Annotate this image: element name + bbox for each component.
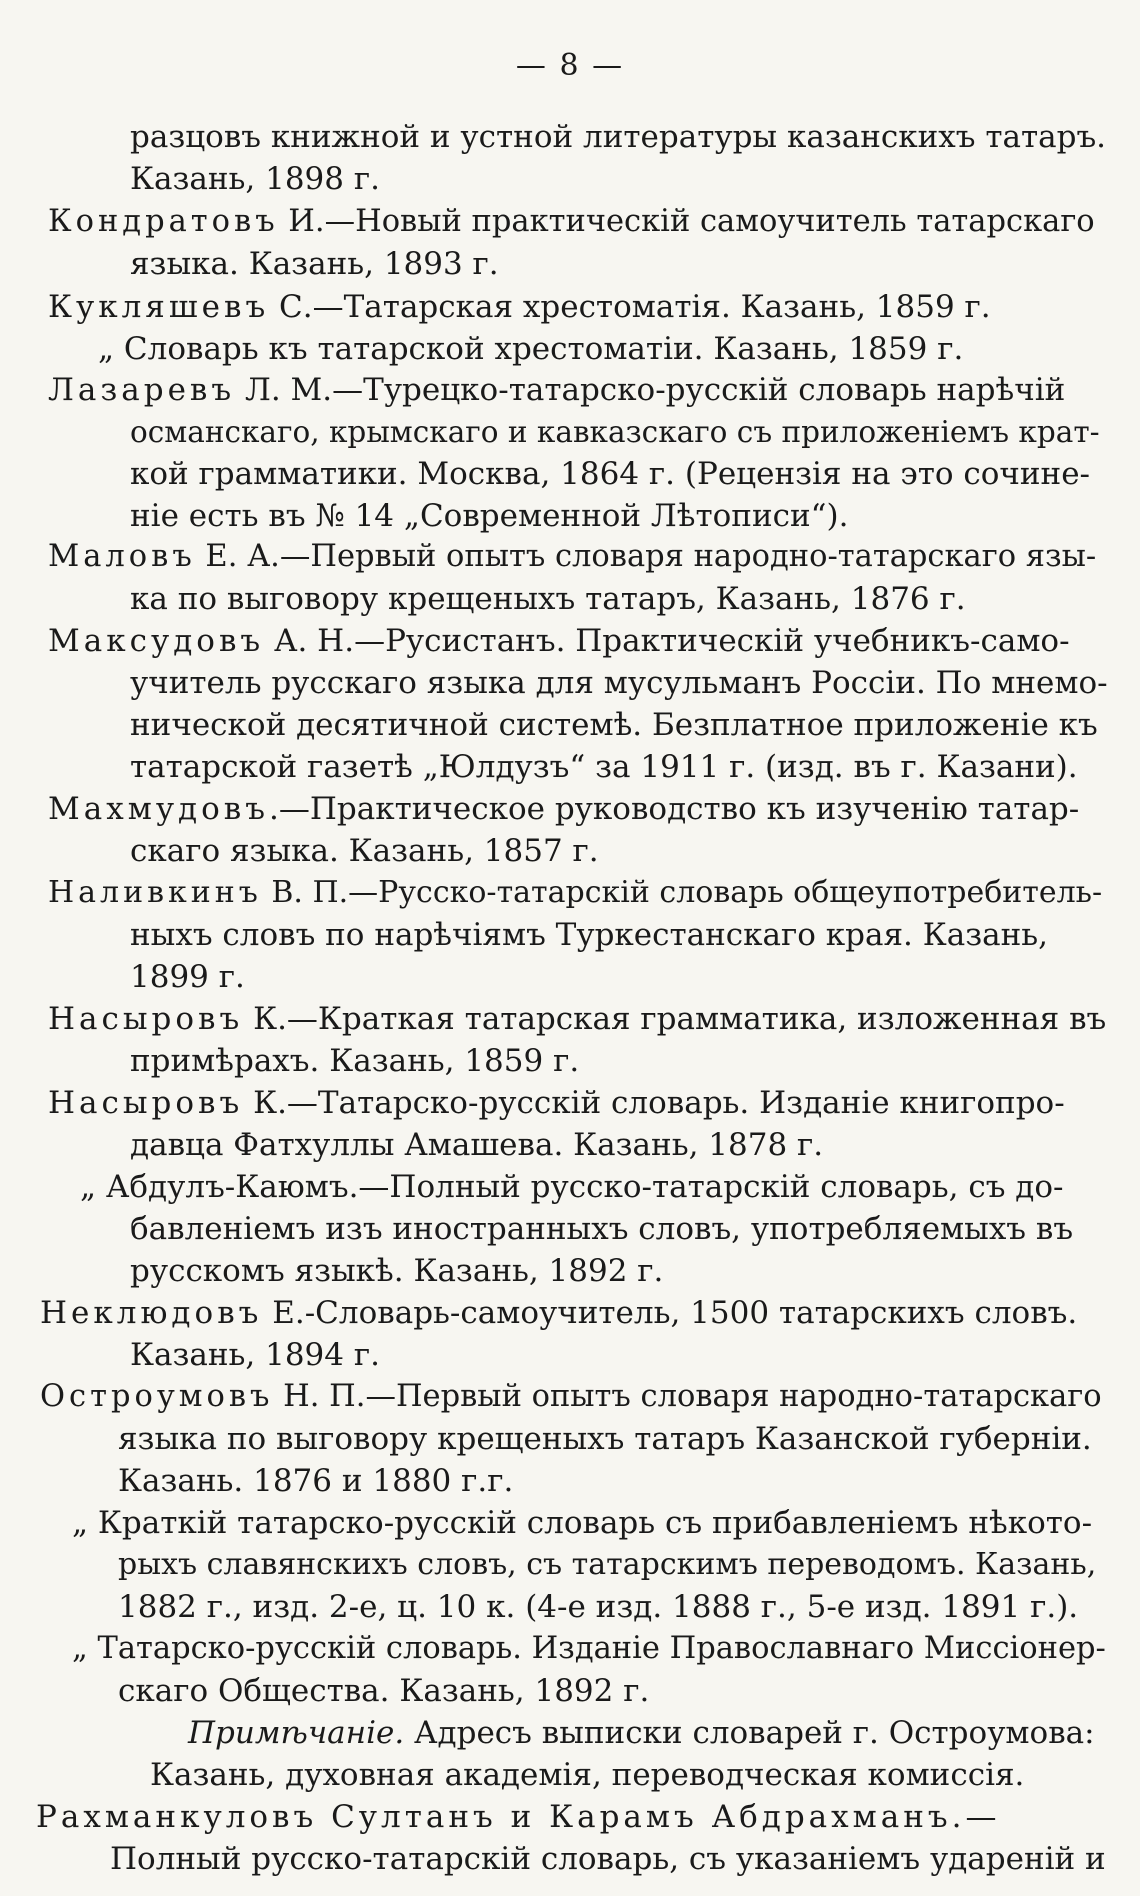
- entry-text: И.—Новый практическій самоучитель татарскаго: [278, 204, 1095, 239]
- text-line: ка по выговору крещеныхъ татаръ, Казань, 1876 г.: [130, 581, 966, 617]
- text-line: татарской газетѣ „Юлдузъ“ за 1911 г. (изд. въ г. Казани).: [130, 749, 1078, 785]
- text-line: ніе есть въ № 14 „Современной Лѣтописи“).: [130, 498, 849, 534]
- text-line: „ Краткій татарско-русскій словарь съ прибавленіемъ нѣкото-: [72, 1505, 1093, 1541]
- text-line: рыхъ славянскихъ словъ, съ татарскимъ переводомъ. Казань,: [118, 1547, 1097, 1582]
- author-name: Кондратовъ: [48, 204, 279, 239]
- bib-entry-line: [40, 1294, 1077, 1332]
- text-line: давца Фатхуллы Амашева. Казань, 1878 г.: [130, 1127, 824, 1163]
- author-name: Махмудовъ: [48, 791, 269, 827]
- bib-entry-line: [48, 1084, 1065, 1122]
- author-name: Кукляшевъ: [48, 289, 270, 325]
- text-line: учитель русскаго языка для мусульманъ Россіи. По мнемо-: [130, 665, 1108, 701]
- text-line: русскомъ языкѣ. Казань, 1892 г.: [130, 1253, 664, 1289]
- bib-entry-line: [48, 874, 1102, 912]
- text-line: османскаго, крымскаго и кавказскаго съ приложеніемъ крат-: [130, 415, 1100, 449]
- text-line: скаго языка. Казань, 1857 г.: [130, 833, 599, 869]
- text-line: „ Абдулъ-Каюмъ.—Полный русско-татарскій словарь, съ до-: [80, 1169, 1064, 1205]
- entry-text: Е. А.—Первый опытъ словаря народно-татарскаго язы-: [195, 539, 1097, 574]
- text-line: скаго Общества. Казань, 1892 г.: [118, 1673, 650, 1709]
- bib-entry-line: [48, 371, 1065, 409]
- text-line: Казань. 1876 и 1880 г.г.: [118, 1463, 514, 1499]
- entry-text: .—Практическое руководство къ изученію татар-: [269, 791, 1080, 827]
- bib-entry-line: [48, 538, 1096, 576]
- note-label: Примѣчаніе.: [188, 1715, 405, 1751]
- bib-entry-line: [48, 203, 1095, 241]
- author-name: Максудовъ: [48, 623, 265, 659]
- author-name: Остроумовъ: [40, 1379, 274, 1414]
- entry-text: К.—Краткая татарская грамматика, изложенная въ: [243, 1001, 1107, 1037]
- text-line: „ Словарь къ татарской хрестоматіи. Казань, 1859 г.: [98, 331, 964, 367]
- bib-entry-line: Рахманкуловъ Султанъ и Карамъ Абдрахманъ.—: [36, 1799, 1001, 1835]
- entry-text: В. П.—Русско-татарскій словарь общеупотребитель-: [261, 875, 1103, 910]
- entry-text: Л. М.—Турецко-татарско-русскій словарь нарѣчій: [235, 372, 1066, 408]
- note-text: Адресъ выписки словарей г. Остроумова:: [404, 1715, 1095, 1751]
- text-line: примѣрахъ. Казань, 1859 г.: [130, 1043, 580, 1079]
- bib-entry-line: [48, 622, 1070, 660]
- text-line: Полный русско-татарскій словарь, съ указаніемъ удареній и: [110, 1841, 1106, 1877]
- bib-entry-line: [48, 1000, 1106, 1038]
- text-line: языка по выговору крещеныхъ татаръ Казанской губерніи.: [118, 1421, 1092, 1457]
- entry-text: К.—Татарско-русскій словарь. Изданіе книгопро-: [243, 1085, 1065, 1121]
- text-line: Казань, 1898 г.: [130, 161, 380, 197]
- author-name: Лазаревъ: [48, 372, 236, 408]
- page-number: — 8 —: [515, 48, 625, 83]
- author-name: Насыровъ: [48, 1085, 244, 1121]
- bib-entry-line: [48, 790, 1079, 828]
- entry-text: Е.-Словарь-самоучитель, 1500 татарскихъ словъ.: [262, 1295, 1078, 1331]
- text-line: 1899 г.: [130, 959, 245, 995]
- text-line: ныхъ словъ по нарѣчіямъ Туркестанскаго края. Казань,: [130, 917, 1048, 953]
- note-line: [188, 1714, 1095, 1752]
- author-name: Маловъ: [48, 539, 196, 574]
- text-line: „ Татарско-русскій словарь. Изданіе Православнаго Миссіонер-: [72, 1631, 1106, 1666]
- author-name: Неклюдовъ: [40, 1295, 263, 1331]
- text-line: бавленіемъ изъ иностранныхъ словъ, употребляемыхъ въ: [130, 1211, 1074, 1247]
- author-name: Наливкинъ: [48, 875, 262, 910]
- text-line: нической десятичной системѣ. Безплатное приложеніе къ: [130, 707, 1098, 743]
- text-line: Казань, 1894 г.: [130, 1337, 380, 1373]
- text-line: 1882 г., изд. 2-е, ц. 10 к. (4-е изд. 1888 г., 5-е изд. 1891 г.).: [118, 1589, 1079, 1625]
- text-line: Казань, духовная академія, переводческая комиссія.: [150, 1757, 1025, 1793]
- entry-text: Н. П.—Первый опытъ словаря народно-татарскаго: [273, 1379, 1102, 1414]
- bib-entry-line: [48, 288, 991, 326]
- text-line: кой грамматики. Москва, 1864 г. (Рецензія на это сочине-: [130, 456, 1091, 492]
- entry-text: А. Н.—Русистанъ. Практическій учебникъ-само-: [264, 623, 1070, 659]
- bib-entry-line: [40, 1378, 1102, 1416]
- author-name: Насыровъ: [48, 1001, 244, 1037]
- entry-text: С.—Татарская хрестоматія. Казань, 1859 г.: [269, 289, 991, 325]
- text-line: разцовъ книжной и устной литературы казанскихъ татаръ.: [130, 119, 1107, 155]
- text-line: языка. Казань, 1893 г.: [130, 246, 499, 282]
